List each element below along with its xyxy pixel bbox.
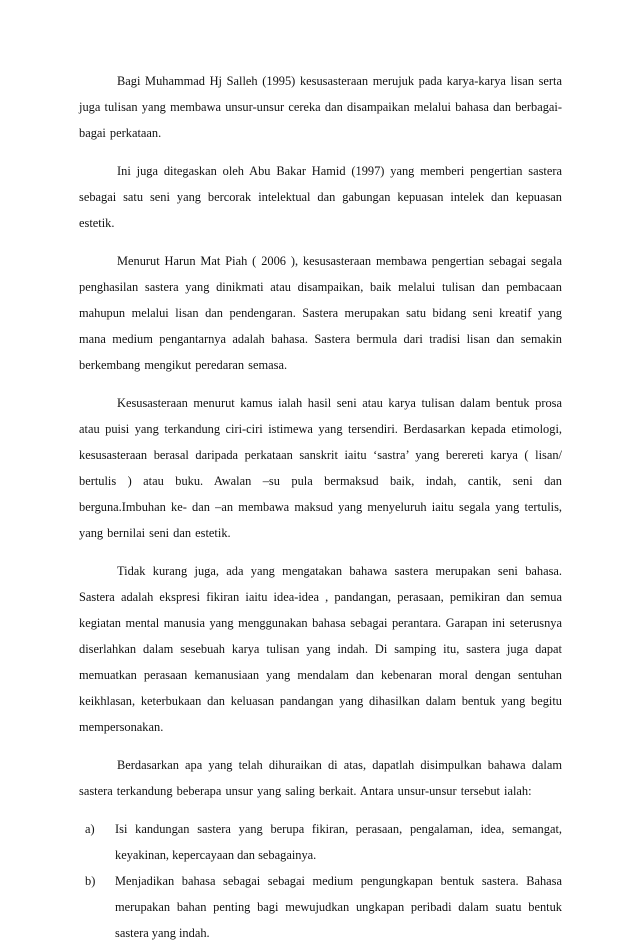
list-item bbox=[85, 816, 562, 868]
list-marker: b) bbox=[85, 874, 96, 888]
list-item bbox=[85, 868, 562, 946]
paragraph-definition-harun: Menurut Harun Mat Piah ( 2006 ), kesusasteraan membawa pengertian sebagai segala penghasilan sastera yang dinikmati atau disampaikan, baik melalui tulisan dan pembacaan mahupun melalui lisan dan pendengaran. Sastera merupakan satu bidang seni kreatif yang mana medium pengantarnya adalah bahasa. Sastera bermula dari tradisi lisan dan semakin berkembang mengikut peredaran semasa. bbox=[79, 254, 562, 372]
list-item-text: Menjadikan bahasa sebagai sebagai medium pengungkapan bentuk sastera. Bahasa merupakan bahan penting bagi mewujudkan ungkapan peribadi dalam suatu bentuk sastera yang indah. bbox=[115, 874, 562, 940]
paragraph-definition-abu-bakar: Ini juga ditegaskan oleh Abu Bakar Hamid (1997) yang memberi pengertian sastera sebagai satu seni yang bercorak intelektual dan gabungan kepuasan intelek dan kepuasan estetik. bbox=[79, 164, 562, 230]
list-item-text: Isi kandungan sastera yang berupa fikiran, perasaan, pengalaman, idea, semangat, keyakinan, kepercayaan dan sebagainya. bbox=[115, 822, 562, 862]
paragraph-seni-bahasa: Tidak kurang juga, ada yang mengatakan bahawa sastera merupakan seni bahasa. Sastera adalah ekspresi fikiran iaitu idea-idea , pandangan, perasaan, pemikiran dan semua kegiatan mental manusia yang menggunakan bahasa sebagai perantara. Garapan ini seterusnya diserlahkan dalam sesebuah karya tulisan yang indah. Di samping itu, sastera juga dapat memuatkan perasaan kemanusiaan yang mendalam dan kebenaran moral dengan sentuhan keikhlasan, keterbukaan dan keluasan pandangan yang dihasilkan dalam bentuk yang begitu mempersonakan. bbox=[79, 564, 562, 734]
list-marker: a) bbox=[85, 822, 95, 836]
unsur-list bbox=[79, 816, 562, 946]
paragraph-definition-muhammad: Bagi Muhammad Hj Salleh (1995) kesusasteraan merujuk pada karya-karya lisan serta juga tulisan yang membawa unsur-unsur cereka dan disampaikan melalui bahasa dan berbagai-bagai perkataan. bbox=[79, 74, 562, 140]
paragraph-conclusion: Berdasarkan apa yang telah dihuraikan di atas, dapatlah disimpulkan bahawa dalam sastera terkandung beberapa unsur yang saling berkait. Antara unsur-unsur tersebut ialah: bbox=[79, 758, 562, 798]
document-page bbox=[79, 68, 562, 946]
paragraph-definition-kamus: Kesusasteraan menurut kamus ialah hasil seni atau karya tulisan dalam bentuk prosa atau puisi yang terkandung ciri-ciri istimewa yang tersendiri. Berdasarkan kepada etimologi, kesusasteraan berasal daripada perkataan sanskrit iaitu ‘sastra’ yang berereti karya ( lisan/ bertulis ) atau buku. Awalan –su pula bermaksud baik, indah, cantik, seni dan berguna.Imbuhan ke- dan –an membawa maksud yang menyeluruh iaitu segala yang tertulis, yang bernilai seni dan estetik. bbox=[79, 396, 562, 540]
